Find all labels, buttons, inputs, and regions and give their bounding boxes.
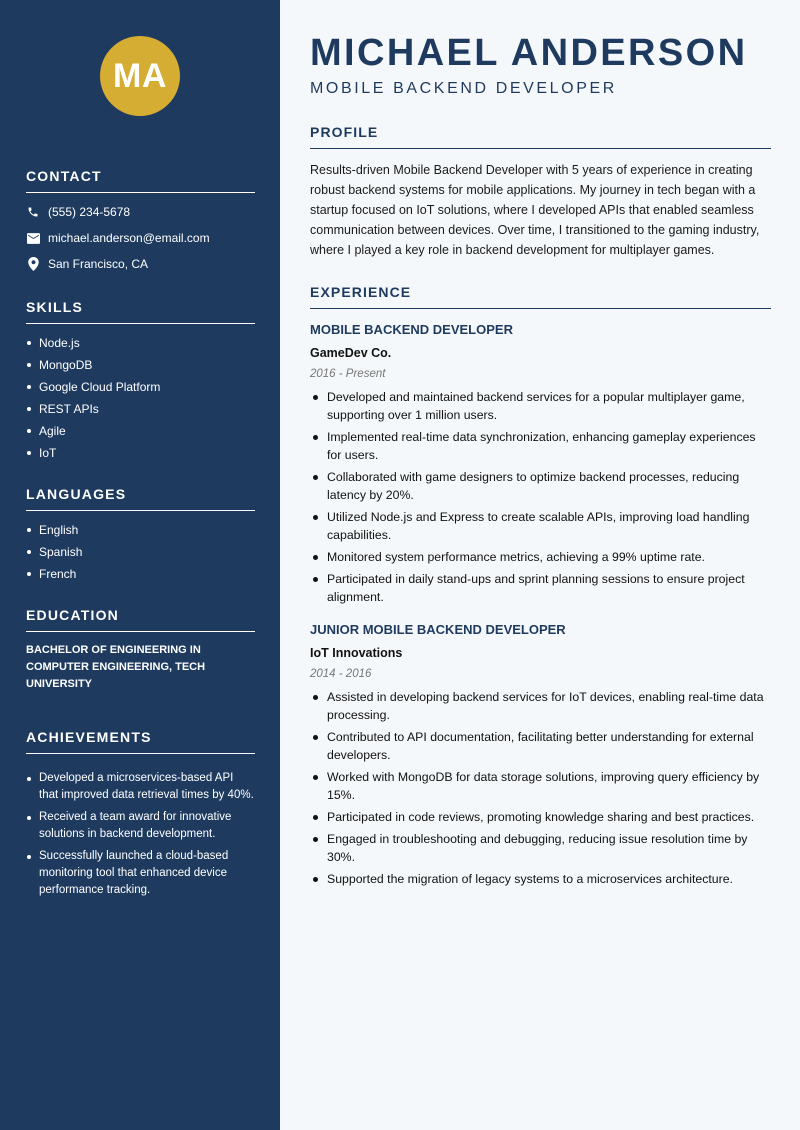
sidebar xyxy=(0,0,280,1130)
job-title: JUNIOR MOBILE BACKEND DEVELOPER xyxy=(310,622,566,637)
list-item: Successfully launched a cloud-based monitoring tool that enhanced device performance tracking. xyxy=(26,848,255,899)
job-bullets xyxy=(310,388,771,606)
location-text: San Francisco, CA xyxy=(48,257,149,271)
list-item: Monitored system performance metrics, achieving a 99% uptime rate. xyxy=(310,548,771,566)
list-item: IoT xyxy=(26,446,255,460)
list-item: Spanish xyxy=(26,545,255,559)
job-company: GameDev Co. xyxy=(310,346,392,360)
list-item: REST APIs xyxy=(26,402,255,416)
list-item: Assisted in developing backend services for IoT devices, enabling real-time data processing. xyxy=(310,688,771,724)
job-entry xyxy=(310,322,771,606)
skills-heading: SKILLS xyxy=(26,299,255,324)
list-item: French xyxy=(26,567,255,581)
list-item: Engaged in troubleshooting and debugging, reducing issue resolution time by 30%. xyxy=(310,830,771,866)
achievements-list xyxy=(26,770,255,899)
skills-section xyxy=(26,299,255,460)
email-icon xyxy=(26,231,40,245)
list-item: Agile xyxy=(26,424,255,438)
job-company: IoT Innovations xyxy=(310,646,403,660)
languages-list xyxy=(26,523,255,581)
contact-heading: CONTACT xyxy=(26,168,255,193)
list-item: Participated in daily stand-ups and sprint planning sessions to ensure project alignment. xyxy=(310,570,771,606)
phone-text: (555) 234-5678 xyxy=(48,205,131,219)
profile-section xyxy=(310,124,771,260)
list-item: Google Cloud Platform xyxy=(26,380,255,394)
job-entry xyxy=(310,622,771,888)
profile-heading: PROFILE xyxy=(310,124,771,149)
list-item: Received a team award for innovative solutions in backend development. xyxy=(26,809,255,843)
list-item: Implemented real-time data synchronization, enhancing gameplay experiences for users. xyxy=(310,428,771,464)
profile-text: Results-driven Mobile Backend Developer with 5 years of experience in creating robust backend systems for mobile applications. My journey in tech began with a startup focused on IoT solutions, where I developed APIs that enabled seamless communication between devices. Over time, I transitioned to the gaming industry, where I played a key role in backend development for multiplayer games. xyxy=(310,163,760,257)
location-pin-icon xyxy=(26,257,40,271)
contact-list xyxy=(26,205,255,271)
list-item: Participated in code reviews, promoting knowledge sharing and best practices. xyxy=(310,808,771,826)
languages-heading: LANGUAGES xyxy=(26,486,255,511)
languages-section xyxy=(26,486,255,581)
education-heading: EDUCATION xyxy=(26,607,255,632)
email-text: michael.anderson@email.com xyxy=(48,231,210,245)
achievements-heading: ACHIEVEMENTS xyxy=(26,729,255,754)
contact-phone xyxy=(26,205,255,219)
experience-section xyxy=(310,284,771,888)
achievements-section xyxy=(26,729,255,899)
avatar: MA xyxy=(100,36,180,116)
job-dates: 2014 - 2016 xyxy=(310,668,372,680)
list-item: Node.js xyxy=(26,336,255,350)
list-item: Developed and maintained backend services for a popular multiplayer game, supporting over 1 million users. xyxy=(310,388,771,424)
list-item: Worked with MongoDB for data storage solutions, improving query efficiency by 15%. xyxy=(310,768,771,804)
education-degree: BACHELOR OF ENGINEERING IN COMPUTER ENGINEERING, TECH UNIVERSITY xyxy=(26,644,206,690)
job-bullets xyxy=(310,688,771,888)
list-item: Contributed to API documentation, facilitating better understanding for external developers. xyxy=(310,728,771,764)
skills-list xyxy=(26,336,255,460)
contact-location xyxy=(26,257,255,271)
job-dates: 2016 - Present xyxy=(310,368,386,380)
phone-icon xyxy=(26,205,40,219)
job-title: MOBILE BACKEND DEVELOPER xyxy=(310,322,513,337)
contact-email xyxy=(26,231,255,245)
list-item: Utilized Node.js and Express to create scalable APIs, improving load handling capabilities. xyxy=(310,508,771,544)
education-section xyxy=(26,607,255,693)
candidate-name: MICHAEL ANDERSON xyxy=(310,32,748,74)
list-item: English xyxy=(26,523,255,537)
list-item: MongoDB xyxy=(26,358,255,372)
experience-heading: EXPERIENCE xyxy=(310,284,771,309)
candidate-title: MOBILE BACKEND DEVELOPER xyxy=(310,80,617,97)
main-content xyxy=(280,0,800,1130)
list-item: Supported the migration of legacy systems to a microservices architecture. xyxy=(310,870,771,888)
contact-section xyxy=(26,168,255,271)
list-item: Collaborated with game designers to optimize backend processes, reducing latency by 20%. xyxy=(310,468,771,504)
list-item: Developed a microservices-based API that improved data retrieval times by 40%. xyxy=(26,770,255,804)
